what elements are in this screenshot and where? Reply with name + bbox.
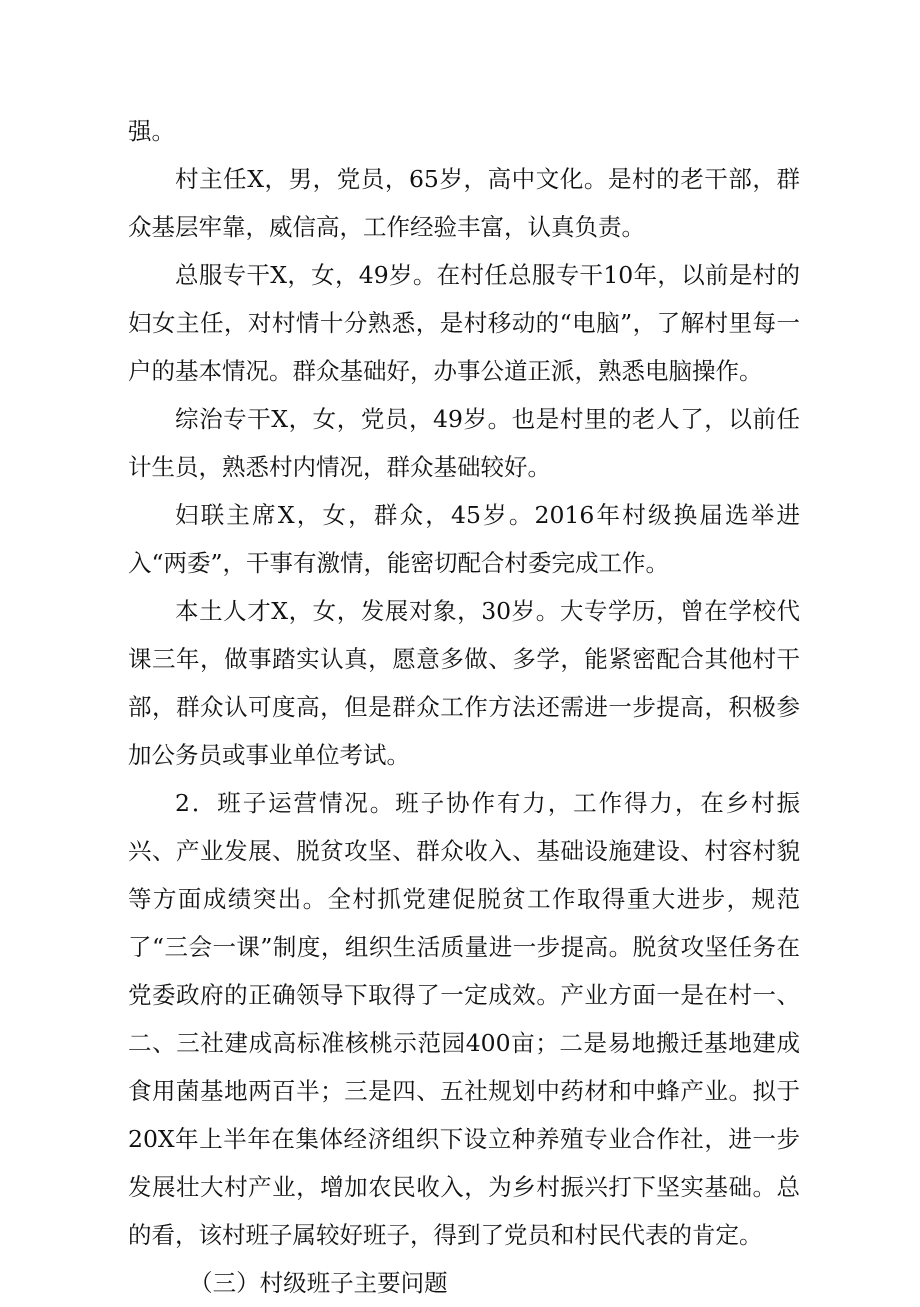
paragraph-general-service-officer: 总服专干X，女，49岁。在村任总服专干10年，以前是村的妇女主任，对村情十分熟悉，是村移动的“电脑”，了解村里每一户的基本情况。群众基础好，办事公道正派，熟悉电脑操作。 <box>128 261 800 385</box>
paragraph-team-operation: 2．班子运营情况。班子协作有力，工作得力，在乡村振兴、产业发展、脱贫攻坚、群众收入、基础设施建设、村容村貌等方面成绩突出。全村抓党建促脱贫工作取得重大进步，规范了“三会一课”制度，组织生活质量进一步提高。脱贫攻坚任务在党委政府的正确领导下取得了一定成效。产业方面一是在村一、二、三社建成高标准核桃示范园400亩；二是易地搬迁基地建成食用菌基地两百半；三是四、五社规划中药材和中蜂产业。拟于20X年上半年在集体经济组织下设立种养殖专业合作社，进一步发展壮大村产业，增加农民收入，为乡村振兴打下坚实基础。总的看，该村班子属较好班子，得到了党员和村民代表的肯定。 <box>128 789 800 1249</box>
section-heading: （三）村级班子主要问题 <box>189 1269 448 1297</box>
paragraph-village-director: 村主任X，男，党员，65岁，高中文化。是村的老干部，群众基层牢靠，威信高，工作经验丰富，认真负责。 <box>128 165 800 241</box>
document-body <box>128 107 800 1307</box>
paragraph-continuation: 强。 <box>128 117 175 145</box>
paragraph-womens-federation-chair: 妇联主席X，女，群众，45岁。2016年村级换届选举进入“两委”，干事有激情，能密切配合村委完成工作。 <box>128 501 800 577</box>
paragraph-local-talent: 本土人才X，女，发展对象，30岁。大专学历，曾在学校代课三年，做事踏实认真，愿意多做、多学，能紧密配合其他村干部，群众认可度高，但是群众工作方法还需进一步提高，积极参加公务员或事业单位考试。 <box>128 597 800 769</box>
paragraph-security-officer: 综治专干X，女，党员，49岁。也是村里的老人了，以前任计生员，熟悉村内情况，群众基础较好。 <box>128 405 800 481</box>
